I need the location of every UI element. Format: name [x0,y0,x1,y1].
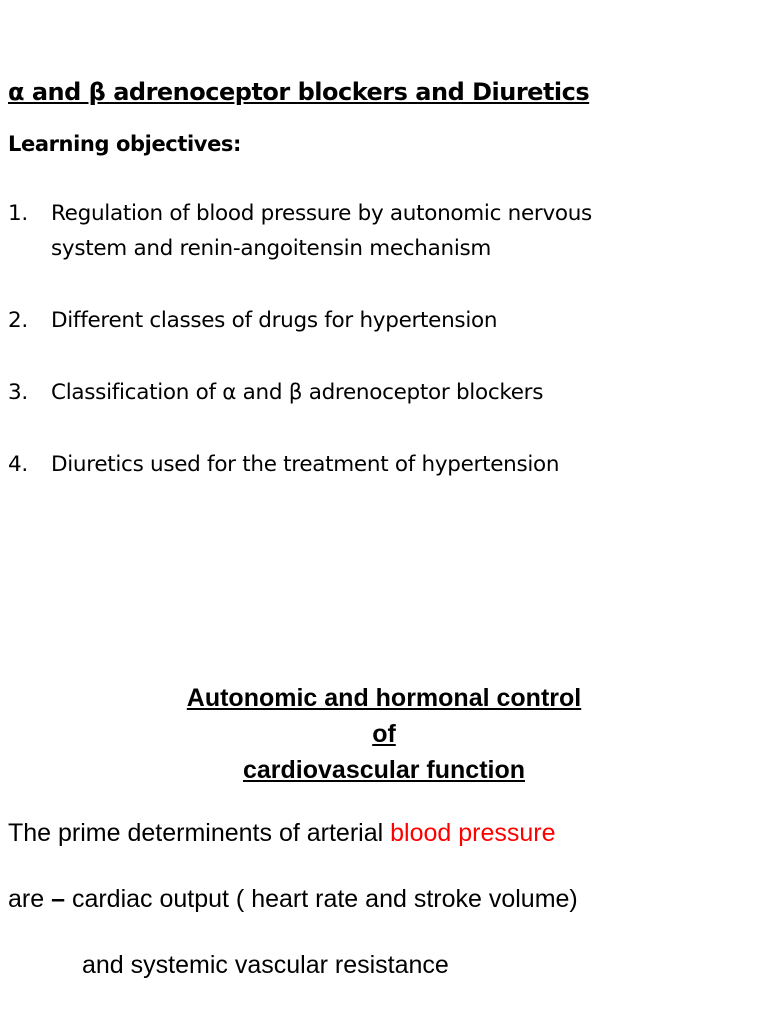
objective-number: 2. [8,308,28,333]
learning-objectives-heading: Learning objectives: [8,132,242,156]
objectives-list [8,196,760,482]
objective-number: 3. [8,380,28,405]
objective-number: 4. [8,452,28,477]
objective-text: Different classes of drugs for hypertension [51,308,498,333]
paragraph-3: and systemic vascular resistance [82,951,449,979]
dash: – [51,885,65,913]
objective-text [51,196,760,266]
heading-line-1: Autonomic and hormonal control [186,684,582,712]
paragraph-1 [8,819,760,848]
objective-number: 1. [8,201,28,226]
paragraph-2 [8,885,760,914]
paragraph-text: are [8,885,52,913]
objective-text: Diuretics used for the treatment of hypertension [51,452,560,477]
learning-objectives-section [8,78,760,519]
objective-item-2 [8,303,760,338]
document-title: α and β adrenoceptor blockers and Diuretics [8,78,590,106]
objective-text: Classification of α and β adrenoceptor blockers [51,380,544,405]
heading-line-3: cardiovascular function [242,756,526,784]
objective-line: system and renin-angoitensin mechanism [51,236,492,261]
objective-item-4 [8,447,760,482]
section-heading [8,680,760,788]
objective-item-1 [8,196,760,266]
cardiovascular-control-section [8,680,760,980]
highlighted-term: blood pressure [390,819,556,847]
objective-item-3 [8,375,760,410]
objective-line: Regulation of blood pressure by autonomic nervous [51,201,592,226]
paragraph-text: cardiac output ( heart rate and stroke volume) [65,885,578,913]
heading-line-2: of [372,720,396,748]
paragraph-text: The prime determinents of arterial [8,819,391,847]
